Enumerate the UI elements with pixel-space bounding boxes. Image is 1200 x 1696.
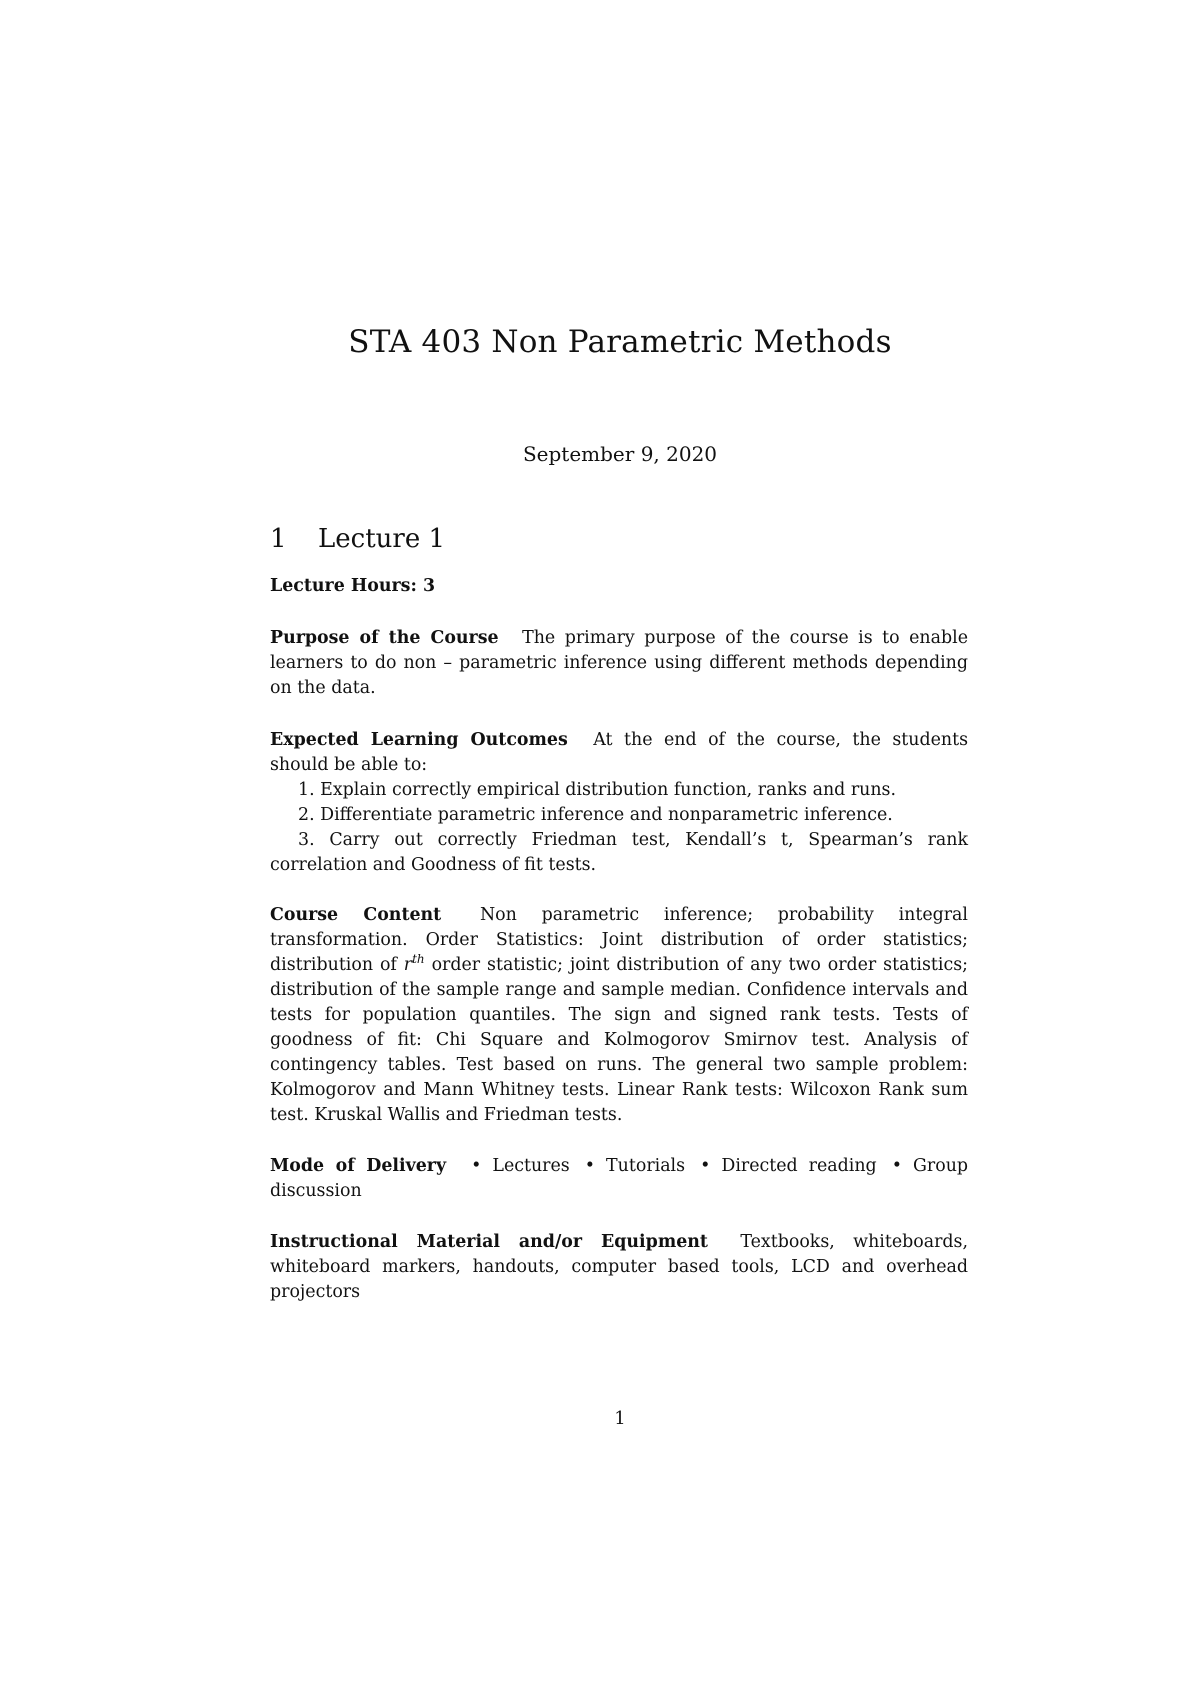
outcome-item: 1. Explain correctly empirical distribution function, ranks and runs. xyxy=(298,780,896,800)
outcomes-heading: Expected Learning Outcomes xyxy=(270,730,568,750)
delivery-item: • Lectures xyxy=(471,1156,570,1176)
purpose-text: The primary purpose of the course is to enable learners to do non – parametric inference using different methods depending on the data. xyxy=(270,628,968,698)
content-paragraph xyxy=(270,903,968,1128)
purpose-heading: Purpose of the Course xyxy=(270,628,499,648)
content-heading: Course Content xyxy=(270,905,442,925)
delivery-paragraph xyxy=(270,1154,968,1204)
outcomes-intro: At the end of the course, the students should be able to: xyxy=(270,730,969,775)
materials-text: Textbooks, whiteboards, whiteboard markers, handouts, computer based tools, LCD and overhead projectors xyxy=(270,1232,968,1302)
r-superscript: th xyxy=(412,952,425,967)
section-heading xyxy=(270,524,445,554)
outcomes-paragraph xyxy=(270,728,968,878)
document-title: STA 403 Non Parametric Methods xyxy=(348,324,892,360)
document-date: September 9, 2020 xyxy=(522,442,718,466)
outcomes-intro-line xyxy=(270,728,968,778)
content-text-part2: order statistic; joint distribution of any two order statistics; distribution of the sample range and sample median. Confidence intervals and tests for population quantiles. The sign and signed rank tests. Tests of goodness of fit: Chi Square and Kolmogorov Smirnov test. Analysis of contingency tables. Test based on runs. The general two sample problem: Kolmogorov and Mann Whitney tests. Linear Rank tests: Wilcoxon Rank sum test. Kruskal Wallis and Friedman tests. xyxy=(270,955,968,1125)
outcome-item: 3. Carry out correctly Friedman test, Kendall’s t, Spearman’s rank correlation and Goodness of fit tests. xyxy=(270,830,968,875)
lecture-hours: Lecture Hours: 3 xyxy=(270,576,436,596)
outcome-item: 2. Differentiate parametric inference and nonparametric inference. xyxy=(298,805,893,825)
delivery-item: • Tutorials xyxy=(584,1156,686,1176)
delivery-item: • Group discussion xyxy=(270,1156,969,1201)
materials-paragraph xyxy=(270,1230,968,1305)
section-number: 1 xyxy=(270,524,287,554)
delivery-item: • Directed reading xyxy=(700,1156,877,1176)
materials-heading: Instructional Material and/or Equipment xyxy=(270,1232,708,1252)
content-text-part1: Non parametric inference; probability integral transformation. Order Statistics: Joint distribution of order statistics; distribution of xyxy=(270,905,968,975)
delivery-heading: Mode of Delivery xyxy=(270,1156,447,1176)
purpose-paragraph xyxy=(270,626,968,701)
r-symbol: r xyxy=(403,955,413,975)
section-title: Lecture 1 xyxy=(318,524,446,554)
page-number: 1 xyxy=(614,1408,626,1429)
